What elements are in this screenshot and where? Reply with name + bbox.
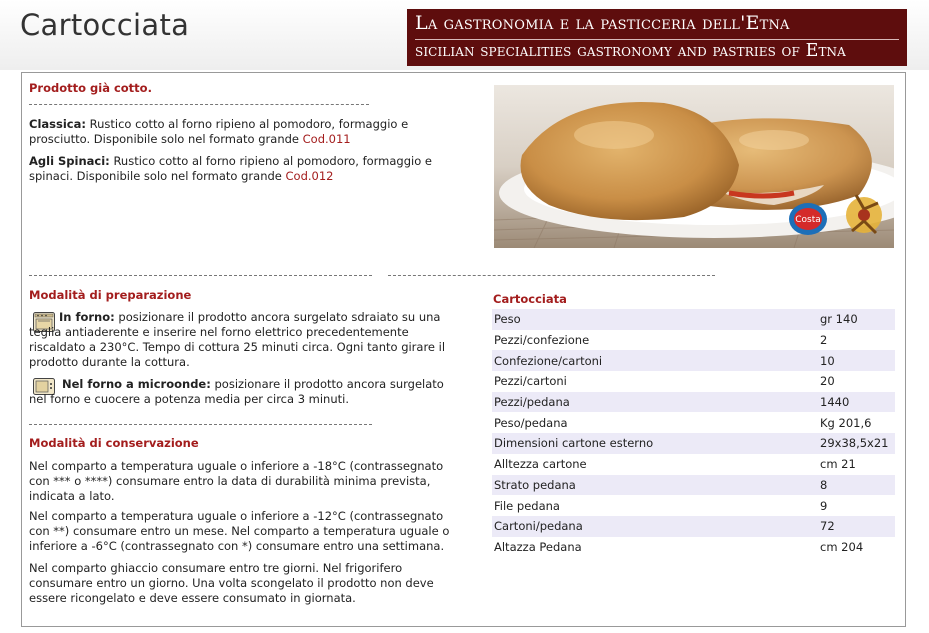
spec-value: 2 xyxy=(820,333,828,348)
spec-label: Pezzi/cartoni xyxy=(494,374,567,389)
table-row xyxy=(492,350,895,371)
variant-classica xyxy=(29,117,449,147)
table-row xyxy=(492,516,895,537)
variant-code: Cod.012 xyxy=(285,169,334,183)
table-row xyxy=(492,412,895,433)
table-row xyxy=(492,537,895,558)
spec-label: Dimensioni cartone esterno xyxy=(492,433,818,454)
spec-label: Peso/pedana xyxy=(494,415,568,430)
spec-label: Strato pedana xyxy=(492,475,818,496)
product-photo xyxy=(494,85,894,248)
table-row xyxy=(492,392,895,413)
microwave-instructions xyxy=(29,377,459,407)
oven-text: posizionare il prodotto ancora surgelato sdraiato su una teglia antiaderente e inserire nel forno elettrico precedentemente riscaldato a 230°C. Tempo di cottura 25 minuti circa. Ogni tanto girare il prodotto durante la cottura. xyxy=(29,310,446,369)
microwave-label: Nel forno a microonde: xyxy=(62,377,211,391)
spec-label: Pezzi/confezione xyxy=(494,333,590,348)
spec-value: 9 xyxy=(820,498,828,513)
conservation-paragraph: Nel comparto a temperatura uguale o inferiore a -12°C (contrassegnato con **) consumare entro un mese. Nel comparto a temperatura uguale o inferiore a -6°C (contrassegnato con *) consumare entro una settimana. xyxy=(29,509,450,553)
brand-banner xyxy=(407,9,907,66)
spec-value: 72 xyxy=(818,516,895,537)
page-header xyxy=(0,0,929,70)
divider xyxy=(29,424,372,425)
spec-value: Kg 201,6 xyxy=(820,415,872,430)
brand-logo-text: Costa xyxy=(795,215,821,225)
spec-value: 1440 xyxy=(818,392,895,413)
divider xyxy=(29,275,372,276)
table-row xyxy=(492,433,895,454)
product-photo-illustration xyxy=(494,85,894,248)
spec-value: 8 xyxy=(818,475,895,496)
banner-divider xyxy=(415,39,899,40)
spec-label: Altazza Pedana xyxy=(494,539,582,554)
spec-label: Pezzi/pedana xyxy=(492,392,818,413)
spec-value: cm 204 xyxy=(820,539,864,554)
variant-code: Cod.011 xyxy=(302,132,351,146)
variant-text: Rustico cotto al forno ripieno al pomodoro, formaggio e spinaci. Disponibile solo nel formato grande xyxy=(29,154,432,183)
banner-line-italian: La gastronomia e la pasticceria dell'Etna xyxy=(415,12,790,34)
divider xyxy=(388,275,715,276)
page-title: Cartocciata xyxy=(20,8,190,42)
variant-name: Agli Spinaci: xyxy=(29,154,110,168)
specs-heading: Cartocciata xyxy=(493,292,567,306)
product-panel xyxy=(21,72,906,627)
banner-line-english: sicilian specialities gastronomy and pastries of Etna xyxy=(415,41,846,61)
product-heading: Prodotto già cotto. xyxy=(29,81,152,95)
table-row xyxy=(492,454,895,475)
conservation-heading: Modalità di conservazione xyxy=(29,436,199,450)
table-row xyxy=(492,475,895,496)
variant-text: Rustico cotto al forno ripieno al pomodoro, formaggio e prosciutto. Disponibile solo nel formato grande xyxy=(29,117,409,146)
table-row xyxy=(492,371,895,392)
oven-label: In forno: xyxy=(59,310,115,324)
oven-instructions xyxy=(29,310,459,370)
spec-label: Peso xyxy=(492,309,818,330)
spec-label: Cartoni/pedana xyxy=(492,516,818,537)
divider xyxy=(29,104,369,105)
variant-spinaci xyxy=(29,154,449,184)
table-row xyxy=(492,309,895,330)
conservation-paragraph: Nel comparto a temperatura uguale o inferiore a -18°C (contrassegnato con *** o ****) consumare entro la data di durabilità minima prevista, indicata a lato. xyxy=(29,459,444,503)
specs-table xyxy=(492,309,895,557)
spec-label: Confezione/cartoni xyxy=(492,350,818,371)
table-row xyxy=(492,330,895,351)
microwave-text: posizionare il prodotto ancora surgelato nel forno e cuocere a potenza media per circa 3 minuti. xyxy=(29,377,444,406)
preparation-heading: Modalità di preparazione xyxy=(29,288,192,302)
spec-value: 10 xyxy=(818,350,895,371)
spec-label: Alltezza cartone xyxy=(494,457,587,472)
conservation-paragraph: Nel comparto ghiaccio consumare entro tre giorni. Nel frigorifero consumare entro un giorno. Una volta scongelato il prodotto non deve essere ricongelato e deve essere consumato in giornata. xyxy=(29,561,434,605)
table-row xyxy=(492,495,895,516)
variant-name: Classica: xyxy=(29,117,86,131)
spec-label: File pedana xyxy=(494,498,560,513)
spec-value: 20 xyxy=(820,374,835,389)
spec-value: gr 140 xyxy=(818,309,895,330)
spec-value: 29x38,5x21 xyxy=(818,433,895,454)
spec-value: cm 21 xyxy=(820,457,856,472)
